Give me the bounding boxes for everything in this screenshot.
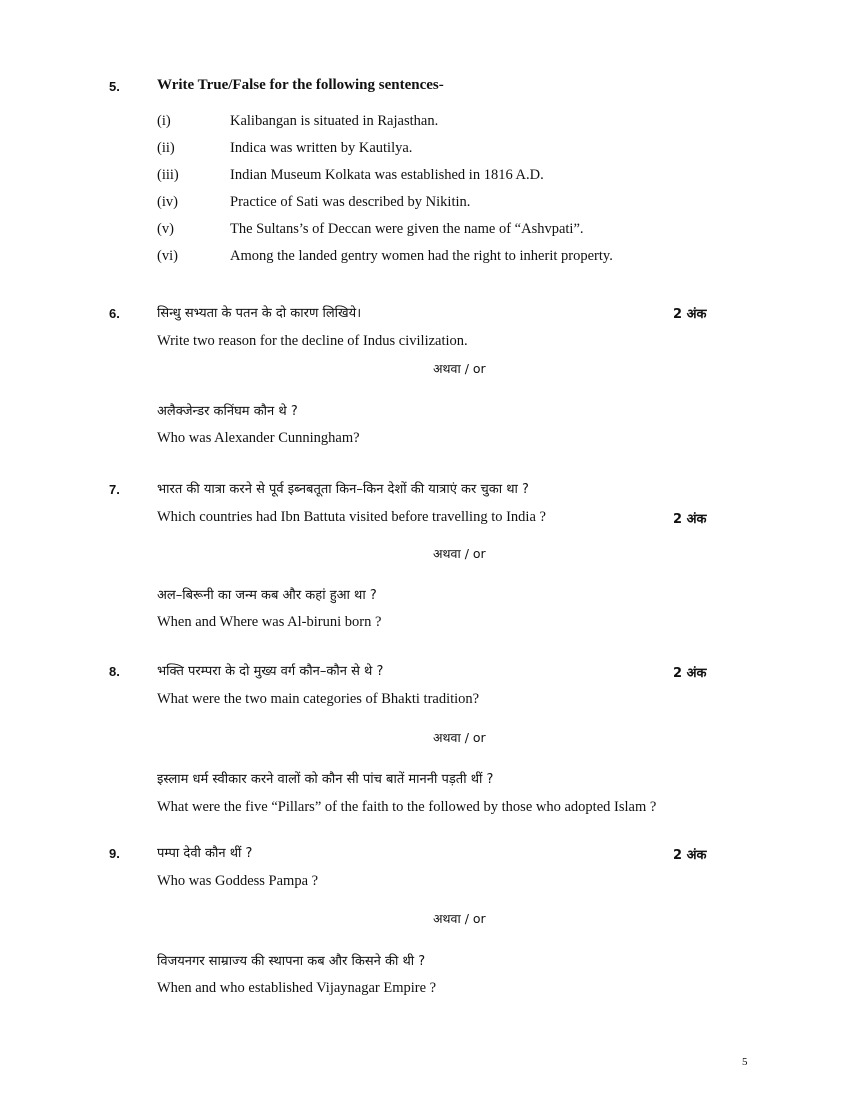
q5-number: 5. (109, 79, 120, 94)
q8-hindi: भक्ति परम्परा के दो मुख्य वर्ग कौन–कौन से थे ? (157, 664, 384, 679)
q8-or: अथवा / or (433, 730, 486, 745)
q5-item-1-numeral: (i) (157, 113, 171, 129)
q7-hindi: भारत की यात्रा करने से पूर्व इब्नबतूता किन–किन देशों की यात्राएं कर चुका था ? (157, 482, 529, 497)
q9-or: अथवा / or (433, 911, 486, 926)
page-number: 5 (742, 1056, 748, 1068)
q5-item-2-numeral: (ii) (157, 140, 175, 156)
q5-item-5-numeral: (v) (157, 221, 174, 237)
q7-alt-hindi: अल–बिरूनी का जन्म कब और कहां हुआ था ? (157, 588, 377, 603)
q7-marks: 2 अंक (673, 512, 707, 527)
q6-or: अथवा / or (433, 361, 486, 376)
q8-alt-english: What were the five “Pillars” of the faith to the followed by those who adopted Islam ? (157, 799, 657, 815)
q9-alt-english: When and who established Vijaynagar Empire ? (157, 980, 437, 996)
q9-marks: 2 अंक (673, 848, 707, 863)
q9-hindi: पम्पा देवी कौन थीं ? (157, 846, 253, 861)
q7-number: 7. (109, 482, 120, 497)
q8-marks: 2 अंक (673, 666, 707, 681)
q9-alt-hindi: विजयनगर साम्राज्य की स्थापना कब और किसने की थी ? (157, 954, 426, 969)
q5-item-4-numeral: (iv) (157, 194, 178, 210)
q5-item-2-text: Indica was written by Kautilya. (230, 140, 413, 156)
q5-item-6-text: Among the landed gentry women had the right to inherit property. (230, 248, 613, 264)
q5-item-1-text: Kalibangan is situated in Rajasthan. (230, 113, 439, 129)
q7-or: अथवा / or (433, 546, 486, 561)
q6-english: Write two reason for the decline of Indus civilization. (157, 333, 468, 349)
q5-item-5-text: The Sultans’s of Deccan were given the name of “Ashvpati”. (230, 221, 584, 237)
q7-english: Which countries had Ibn Battuta visited before travelling to India ? (157, 509, 546, 525)
q6-hindi: सिन्धु सभ्यता के पतन के दो कारण लिखिये। (157, 306, 362, 321)
q5-item-6-numeral: (vi) (157, 248, 178, 264)
q7-alt-english: When and Where was Al-biruni born ? (157, 614, 382, 630)
q8-alt-hindi: इस्लाम धर्म स्वीकार करने वालों को कौन सी पांच बातें माननी पड़ती थीं ? (157, 772, 494, 787)
q9-english: Who was Goddess Pampa ? (157, 873, 319, 889)
q5-heading: Write True/False for the following sentences- (157, 77, 444, 93)
q8-english: What were the two main categories of Bhakti tradition? (157, 691, 480, 707)
q5-item-3-text: Indian Museum Kolkata was established in 1816 A.D. (230, 167, 544, 183)
q5-item-3-numeral: (iii) (157, 167, 179, 183)
q6-alt-hindi: अलैक्जेन्डर कनिंघम कौन थे ? (157, 404, 298, 419)
q5-item-4-text: Practice of Sati was described by Nikitin. (230, 194, 471, 210)
q6-alt-english: Who was Alexander Cunningham? (157, 430, 360, 446)
q8-number: 8. (109, 664, 120, 679)
q6-number: 6. (109, 306, 120, 321)
q6-marks: 2 अंक (673, 307, 707, 322)
q9-number: 9. (109, 846, 120, 861)
